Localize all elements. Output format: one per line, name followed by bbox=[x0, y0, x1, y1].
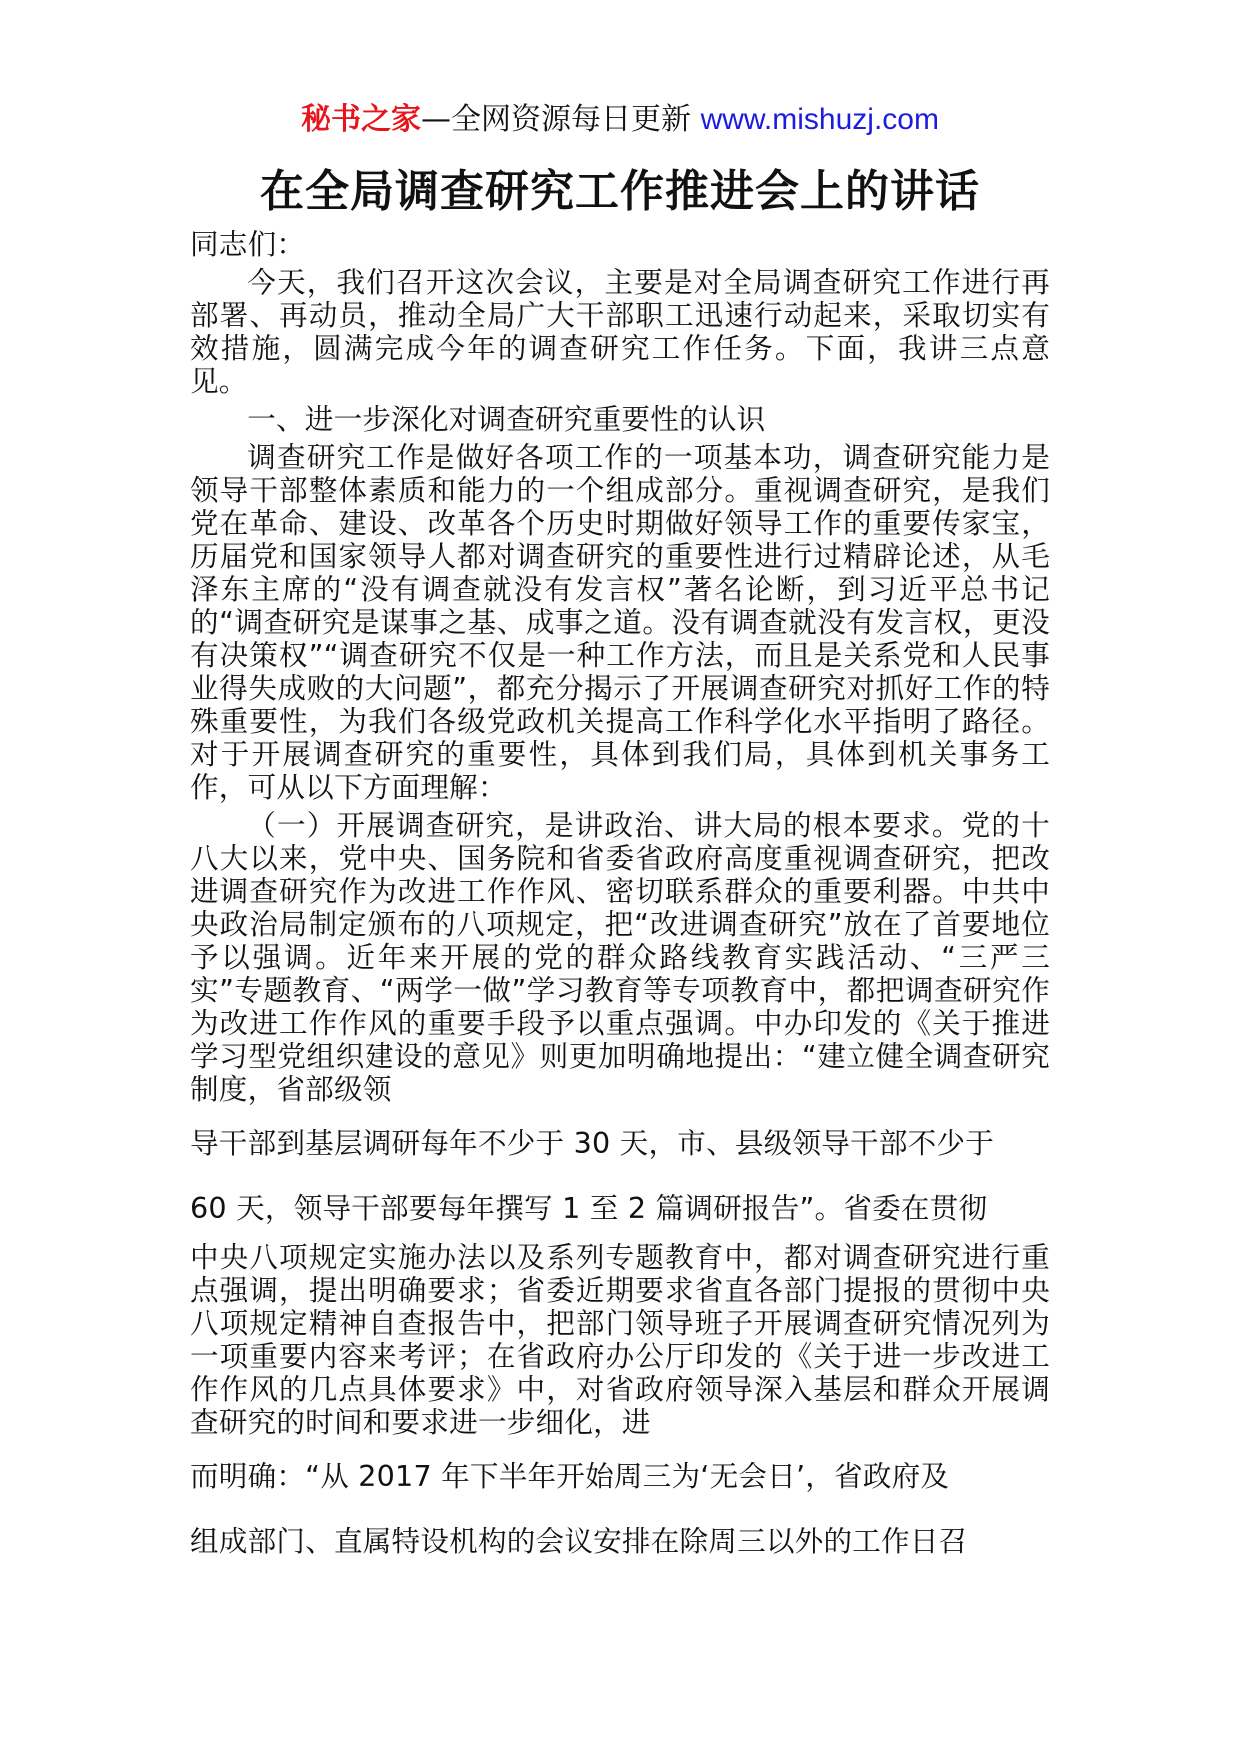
salutation: 同志们： bbox=[190, 227, 306, 261]
site-url-link[interactable]: www.mishuzj.com bbox=[700, 103, 939, 136]
document-body bbox=[190, 228, 1050, 1574]
document-title: 在全局调查研究工作推进会上的讲话 bbox=[260, 166, 980, 217]
paragraph-line: 导干部到基层调研每年不少于 30 天，市、县级领导干部不少于 bbox=[190, 1126, 995, 1160]
header-tagline: —全网资源每日更新 bbox=[421, 102, 692, 137]
paragraph-line: 而明确：“从 2017 年下半年开始周三为‘无会日’，省政府及 bbox=[190, 1459, 950, 1493]
section-heading: 一、进一步深化对调查研究重要性的认识 bbox=[247, 402, 766, 436]
paragraph-political-requirement: （一）开展调查研究，是讲政治、讲大局的根本要求。党的十八大以来，党中央、国务院和省委省政府高度重视调查研究，把改进调查研究作为改进工作作风、密切联系群众的重要利器。中共中央政治局制定颁布的八项规定，把“改进调查研究”放在了首要地位予以强调。近年来开展的党的群众路线教育实践活动、“三严三实”专题教育、“两学一做”学习教育等专项教育中，都把调查研究作为改进工作作风的重要手段予以重点强调。中办印发的《关于推进学习型党组织建设的意见》则更加明确地提出：“建立健全调查研究制度，省部级领 bbox=[190, 808, 1050, 1106]
paragraph-importance: 调查研究工作是做好各项工作的一项基本功，调查研究能力是领导干部整体素质和能力的一个组成部分。重视调查研究，是我们党在革命、建设、改革各个历史时期做好领导工作的重要传家宝，历届党和国家领导人都对调查研究的重要性进行过精辟论述，从毛泽东主席的“没有调查就没有发言权”著名论断，到习近平总书记的“调查研究是谋事之基、成事之道。没有调查就没有发言权，更没有决策权”“调查研究不仅是一种工作方法，而且是关系党和人民事业得失成败的大问题”，都充分揭示了开展调查研究对抓好工作的特殊重要性，为我们各级党政机关提高工作科学化水平指明了路径。对于开展调查研究的重要性，具体到我们局，具体到机关事务工作，可从以下方面理解： bbox=[190, 440, 1050, 804]
paragraph-provincial-requirements: 中央八项规定实施办法以及系列专题教育中，都对调查研究进行重点强调，提出明确要求；省委近期要求省直各部门提报的贯彻中央八项规定精神自查报告中，把部门领导班子开展调查研究情况列为一项重要内容来考评；在省政府办公厅印发的《关于进一步改进工作作风的几点具体要求》中，对省政府领导深入基层和群众开展调查研究的时间和要求进一步细化，进 bbox=[190, 1240, 1050, 1439]
paragraph-line: 60 天，领导干部要每年撰写 1 至 2 篇调研报告”。省委在贯彻 bbox=[190, 1191, 988, 1225]
paragraph-line: 组成部门、直属特设机构的会议安排在除周三以外的工作日召 bbox=[190, 1524, 968, 1558]
brand-name: 秘书之家 bbox=[301, 102, 422, 137]
paragraph-intro: 今天，我们召开这次会议，主要是对全局调查研究工作进行再部署、再动员，推动全局广大干部职工迅速行动起来，采取切实有效措施，圆满完成今年的调查研究工作任务。下面，我讲三点意见。 bbox=[190, 265, 1050, 398]
site-header bbox=[0, 100, 1240, 140]
